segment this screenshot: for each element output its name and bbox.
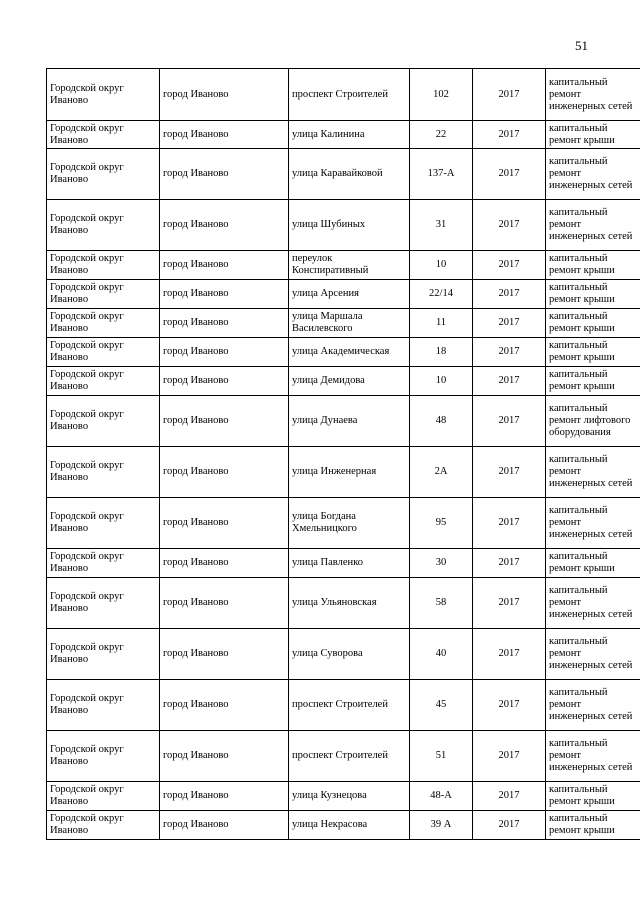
table-row [47,782,640,811]
street-cell: улица Павленко [289,549,410,578]
street-cell: улица Богдана Хмельницкого [289,498,410,549]
year-cell: 2017 [473,251,546,280]
work-type-cell: капитальный ремонт инженерных сетей [546,69,640,121]
city-cell: город Иваново [160,280,289,309]
district-cell: Городской округ Иваново [47,338,160,367]
house-number-cell: 48 [410,396,473,447]
house-number-cell: 10 [410,367,473,396]
district-cell: Городской округ Иваново [47,447,160,498]
year-cell: 2017 [473,680,546,731]
page-number: 51 [575,38,588,53]
city-cell: город Иваново [160,447,289,498]
district-cell: Городской округ Иваново [47,629,160,680]
street-cell: улица Шубиных [289,200,410,251]
year-cell: 2017 [473,731,546,782]
year-cell: 2017 [473,811,546,840]
city-cell: город Иваново [160,251,289,280]
year-cell: 2017 [473,367,546,396]
house-number-cell: 22 [410,121,473,149]
repair-registry-table [46,68,640,840]
work-type-cell: капитальный ремонт инженерных сетей [546,498,640,549]
work-type-cell: капитальный ремонт крыши [546,367,640,396]
work-type-cell: капитальный ремонт крыши [546,338,640,367]
house-number-cell: 45 [410,680,473,731]
district-cell: Городской округ Иваново [47,251,160,280]
year-cell: 2017 [473,69,546,121]
year-cell: 2017 [473,396,546,447]
year-cell: 2017 [473,309,546,338]
district-cell: Городской округ Иваново [47,367,160,396]
registry-body [47,69,640,840]
table-row [47,447,640,498]
district-cell: Городской округ Иваново [47,396,160,447]
street-cell: переулок Конспиративный [289,251,410,280]
district-cell: Городской округ Иваново [47,578,160,629]
city-cell: город Иваново [160,309,289,338]
city-cell: город Иваново [160,731,289,782]
house-number-cell: 58 [410,578,473,629]
year-cell: 2017 [473,280,546,309]
table-row [47,149,640,200]
street-cell: проспект Строителей [289,731,410,782]
district-cell: Городской округ Иваново [47,200,160,251]
district-cell: Городской округ Иваново [47,309,160,338]
work-type-cell: капитальный ремонт инженерных сетей [546,149,640,200]
work-type-cell: капитальный ремонт инженерных сетей [546,578,640,629]
work-type-cell: капитальный ремонт инженерных сетей [546,447,640,498]
district-cell: Городской округ Иваново [47,149,160,200]
street-cell: улица Ульяновская [289,578,410,629]
work-type-cell: капитальный ремонт крыши [546,549,640,578]
house-number-cell: 2А [410,447,473,498]
work-type-cell: капитальный ремонт инженерных сетей [546,680,640,731]
year-cell: 2017 [473,338,546,367]
district-cell: Городской округ Иваново [47,731,160,782]
house-number-cell: 51 [410,731,473,782]
house-number-cell: 22/14 [410,280,473,309]
street-cell: улица Маршала Василевского [289,309,410,338]
house-number-cell: 48-А [410,782,473,811]
house-number-cell: 31 [410,200,473,251]
house-number-cell: 39 А [410,811,473,840]
work-type-cell: капитальный ремонт инженерных сетей [546,629,640,680]
street-cell: проспект Строителей [289,69,410,121]
district-cell: Городской округ Иваново [47,69,160,121]
city-cell: город Иваново [160,121,289,149]
year-cell: 2017 [473,149,546,200]
street-cell: улица Дунаева [289,396,410,447]
district-cell: Городской округ Иваново [47,680,160,731]
city-cell: город Иваново [160,338,289,367]
table-row [47,578,640,629]
year-cell: 2017 [473,200,546,251]
district-cell: Городской округ Иваново [47,782,160,811]
table-row [47,498,640,549]
house-number-cell: 10 [410,251,473,280]
year-cell: 2017 [473,629,546,680]
city-cell: город Иваново [160,200,289,251]
table-row [47,280,640,309]
city-cell: город Иваново [160,69,289,121]
table-row [47,731,640,782]
district-cell: Городской округ Иваново [47,121,160,149]
city-cell: город Иваново [160,629,289,680]
work-type-cell: капитальный ремонт инженерных сетей [546,200,640,251]
work-type-cell: капитальный ремонт крыши [546,251,640,280]
year-cell: 2017 [473,578,546,629]
city-cell: город Иваново [160,367,289,396]
street-cell: улица Калинина [289,121,410,149]
city-cell: город Иваново [160,811,289,840]
work-type-cell: капитальный ремонт крыши [546,782,640,811]
year-cell: 2017 [473,549,546,578]
street-cell: улица Инженерная [289,447,410,498]
year-cell: 2017 [473,782,546,811]
street-cell: улица Каравайковой [289,149,410,200]
house-number-cell: 102 [410,69,473,121]
work-type-cell: капитальный ремонт крыши [546,309,640,338]
year-cell: 2017 [473,121,546,149]
house-number-cell: 18 [410,338,473,367]
table-row [47,338,640,367]
city-cell: город Иваново [160,549,289,578]
house-number-cell: 11 [410,309,473,338]
street-cell: улица Суворова [289,629,410,680]
work-type-cell: капитальный ремонт крыши [546,280,640,309]
city-cell: город Иваново [160,396,289,447]
work-type-cell: капитальный ремонт инженерных сетей [546,731,640,782]
table-row [47,680,640,731]
street-cell: проспект Строителей [289,680,410,731]
table-row [47,69,640,121]
year-cell: 2017 [473,498,546,549]
city-cell: город Иваново [160,680,289,731]
table-row [47,549,640,578]
year-cell: 2017 [473,447,546,498]
work-type-cell: капитальный ремонт крыши [546,121,640,149]
table-row [47,367,640,396]
street-cell: улица Кузнецова [289,782,410,811]
street-cell: улица Некрасова [289,811,410,840]
city-cell: город Иваново [160,498,289,549]
street-cell: улица Демидова [289,367,410,396]
work-type-cell: капитальный ремонт крыши [546,811,640,840]
house-number-cell: 40 [410,629,473,680]
city-cell: город Иваново [160,149,289,200]
district-cell: Городской округ Иваново [47,498,160,549]
district-cell: Городской округ Иваново [47,811,160,840]
city-cell: город Иваново [160,578,289,629]
district-cell: Городской округ Иваново [47,280,160,309]
table-row [47,309,640,338]
table-row [47,396,640,447]
street-cell: улица Арсения [289,280,410,309]
district-cell: Городской округ Иваново [47,549,160,578]
table-row [47,200,640,251]
table-row [47,811,640,840]
house-number-cell: 30 [410,549,473,578]
house-number-cell: 95 [410,498,473,549]
city-cell: город Иваново [160,782,289,811]
table-row [47,629,640,680]
house-number-cell: 137-А [410,149,473,200]
table-row [47,251,640,280]
street-cell: улица Академическая [289,338,410,367]
table-row [47,121,640,149]
work-type-cell: капитальный ремонт лифтового оборудования [546,396,640,447]
